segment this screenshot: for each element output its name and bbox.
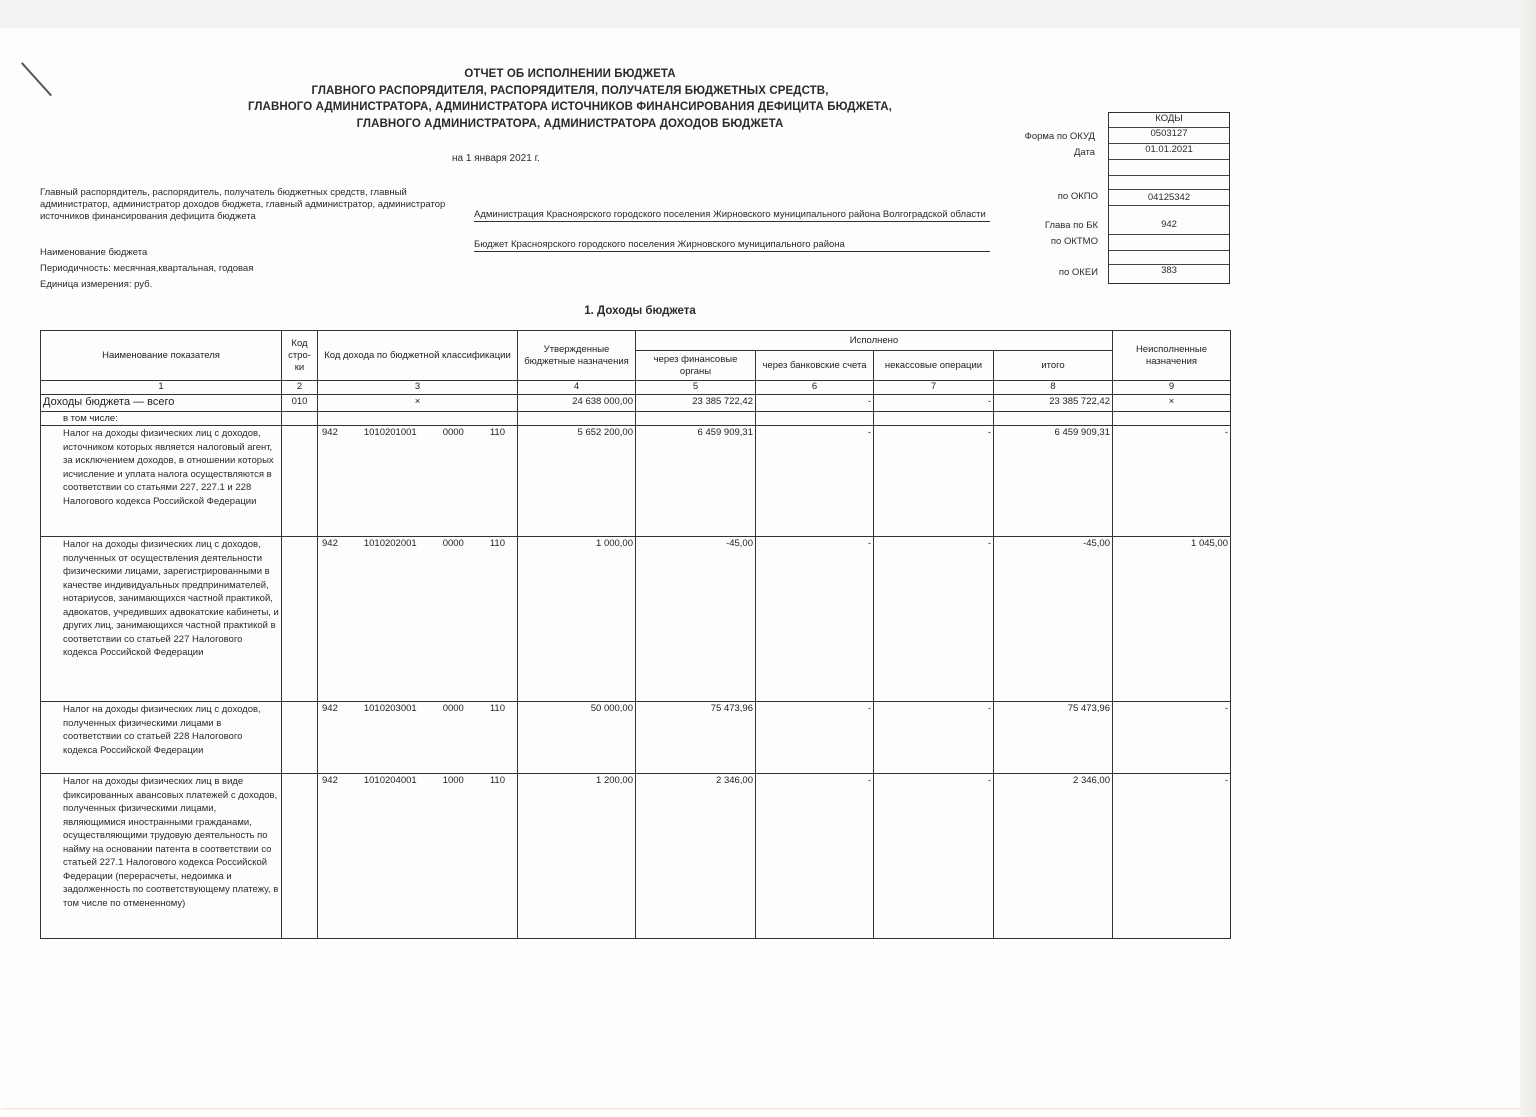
row-via-bank: -	[756, 426, 874, 537]
empty-cell	[1113, 412, 1231, 426]
row-unexecuted: -	[1113, 702, 1231, 774]
code-admin: 942	[322, 775, 338, 786]
glava-label: Глава по БК	[1044, 220, 1098, 231]
code-admin: 942	[322, 427, 338, 438]
report-subtitle-3: ГЛАВНОГО АДМИНИСТРАТОРА, АДМИНИСТРАТОРА ДОХОДОВ БЮДЖЕТА	[356, 118, 784, 130]
oktmo-label: по ОКТМО	[1050, 236, 1098, 247]
organization-name: Администрация Красноярского городского поселения Жирновского муниципального района Волгоградской области	[474, 209, 990, 222]
code-admin: 942	[322, 538, 338, 549]
budget-name-label: Наименование бюджета	[40, 247, 148, 258]
empty-code-2	[1109, 176, 1229, 190]
table-row	[41, 774, 1231, 939]
row-noncash: -	[874, 537, 994, 702]
code-main: 1010202001	[363, 538, 417, 549]
okpo-label: по ОКПО	[1057, 191, 1098, 202]
row-noncash: -	[874, 774, 994, 939]
col-num: 3	[318, 381, 518, 395]
code-type: 110	[489, 427, 505, 438]
header-unexecuted: Неисполненные назначения	[1113, 331, 1231, 381]
empty-cell	[318, 412, 518, 426]
okud-value: 0503127	[1109, 128, 1229, 144]
code-sub: 0000	[442, 538, 464, 549]
code-main: 1010203001	[363, 703, 417, 714]
total-via-fin: 23 385 722,42	[636, 395, 756, 412]
header-total: итого	[994, 351, 1113, 381]
col-num: 6	[756, 381, 874, 395]
header-executed: Исполнено	[636, 331, 1113, 351]
row-code	[318, 426, 518, 537]
scan-top-edge	[0, 0, 1536, 30]
row-noncash: -	[874, 426, 994, 537]
col-num: 9	[1113, 381, 1231, 395]
report-subtitle-1: ГЛАВНОГО РАСПОРЯДИТЕЛЯ, РАСПОРЯДИТЕЛЯ, ПОЛУЧАТЕЛЯ БЮДЖЕТНЫХ СРЕДСТВ,	[311, 85, 829, 97]
col-num: 7	[874, 381, 994, 395]
row-total: -45,00	[994, 537, 1113, 702]
empty-cell	[756, 412, 874, 426]
code-main: 1010204001	[363, 775, 417, 786]
scan-right-edge	[1520, 0, 1536, 1117]
empty-cell	[994, 412, 1113, 426]
row-via-fin: -45,00	[636, 537, 756, 702]
row-code	[318, 774, 518, 939]
total-noncash: -	[874, 395, 994, 412]
incl-row	[41, 412, 1231, 426]
periodicity-label: Периодичность: месячная,квартальная, годовая	[40, 263, 254, 274]
row-code	[318, 537, 518, 702]
row-via-fin: 2 346,00	[636, 774, 756, 939]
total-line: 010	[282, 395, 318, 412]
column-numbers-row	[41, 381, 1231, 395]
total-row	[41, 395, 1231, 412]
header-income-code: Код дохода по бюджетной классификации	[318, 331, 518, 381]
header-name: Наименование показателя	[41, 331, 282, 381]
empty-cell	[282, 412, 318, 426]
total-via-bank: -	[756, 395, 874, 412]
total-total: 23 385 722,42	[994, 395, 1113, 412]
col-num: 4	[518, 381, 636, 395]
codes-header: КОДЫ	[1109, 113, 1229, 128]
oktmo-value	[1109, 235, 1229, 251]
total-unexecuted: ×	[1113, 395, 1231, 412]
header-line-code: Код стро-ки	[282, 331, 318, 381]
row-line	[282, 702, 318, 774]
date-value: 01.01.2021	[1109, 144, 1229, 160]
table-row	[41, 426, 1231, 537]
total-approved: 24 638 000,00	[518, 395, 636, 412]
header-approved: Утвержденные бюджетные назначения	[518, 331, 636, 381]
col-num: 5	[636, 381, 756, 395]
okei-value: 383	[1161, 265, 1177, 276]
code-main: 1010201001	[363, 427, 417, 438]
header-noncash: некассовые операции	[874, 351, 994, 381]
row-name: Налог на доходы физических лиц с доходов, полученных от осуществления деятельности физическими лицами, зарегистрированными в качестве индивидуальных предпринимателей, нотариусов, занимающихся частной практикой, адвокатов, учредивших адвокатские кабинеты, и других лиц, занимающихся частной практикой в соответствии со статьей 227 Налогового кодекса Российской Федерации	[41, 537, 282, 702]
code-type: 110	[489, 538, 505, 549]
row-total: 75 473,96	[994, 702, 1113, 774]
holder-label: Главный распорядитель, распорядитель, получатель бюджетных средств, главный администратор, администратор доходов бюджета, главный администратор, администратор источников финансирования дефицита бюджета	[40, 187, 446, 222]
report-title: ОТЧЕТ ОБ ИСПОЛНЕНИИ БЮДЖЕТА	[464, 68, 676, 80]
codes-box	[1108, 112, 1230, 284]
unit-label: Единица измерения: руб.	[40, 279, 153, 290]
col-num: 8	[994, 381, 1113, 395]
row-via-bank: -	[756, 702, 874, 774]
code-sub: 1000	[442, 775, 464, 786]
row-total: 6 459 909,31	[994, 426, 1113, 537]
header-via-fin: через финансовые органы	[636, 351, 756, 381]
row-name: Налог на доходы физических лиц в виде фиксированных авансовых платежей с доходов, полученных физическими лицами, являющимися иностранными гражданами, осуществляющими трудовую деятельность по найму на основании патента в соответствии со статьей 227.1 Налогового кодекса Российской Федерации (перерасчеты, недоимка и задолженность по соответствующему платежу, в том числе по отмененному)	[41, 774, 282, 939]
row-line	[282, 426, 318, 537]
table-row	[41, 702, 1231, 774]
row-unexecuted: -	[1113, 774, 1231, 939]
row-approved: 1 000,00	[518, 537, 636, 702]
col-num: 1	[41, 381, 282, 395]
empty-code-3	[1109, 251, 1229, 265]
glava-value: 942	[1109, 206, 1229, 235]
empty-cell	[636, 412, 756, 426]
code-sub: 0000	[442, 427, 464, 438]
empty-cell	[518, 412, 636, 426]
header-via-bank: через банковские счета	[756, 351, 874, 381]
row-noncash: -	[874, 702, 994, 774]
section-title: 1. Доходы бюджета	[584, 305, 696, 317]
okpo-value: 04125342	[1109, 190, 1229, 206]
okei-label: по ОКЕИ	[1058, 267, 1098, 278]
row-total: 2 346,00	[994, 774, 1113, 939]
okud-label: Форма по ОКУД	[1024, 131, 1095, 142]
row-name: Налог на доходы физических лиц с доходов, источником которых является налоговый агент, за исключением доходов, в отношении которых исчисление и уплата налога осуществляются в соответствии со статьями 227, 227.1 и 228 Налогового кодекса Российской Федерации	[41, 426, 282, 537]
row-line	[282, 774, 318, 939]
empty-code-1	[1109, 160, 1229, 176]
code-type: 110	[489, 703, 505, 714]
budget-name: Бюджет Красноярского городского поселения Жирновского муниципального района	[474, 239, 990, 252]
col-num: 2	[282, 381, 318, 395]
row-approved: 50 000,00	[518, 702, 636, 774]
table-row	[41, 537, 1231, 702]
code-sub: 0000	[442, 703, 464, 714]
date-label: Дата	[1073, 147, 1095, 158]
row-via-fin: 6 459 909,31	[636, 426, 756, 537]
row-approved: 1 200,00	[518, 774, 636, 939]
income-table	[40, 330, 1231, 939]
report-date: на 1 января 2021 г.	[452, 153, 540, 164]
row-via-bank: -	[756, 774, 874, 939]
row-line	[282, 537, 318, 702]
code-type: 110	[489, 775, 505, 786]
empty-cell	[874, 412, 994, 426]
incl-label: в том числе:	[41, 412, 282, 426]
row-via-bank: -	[756, 537, 874, 702]
total-code: ×	[318, 395, 518, 412]
row-unexecuted: 1 045,00	[1113, 537, 1231, 702]
row-code	[318, 702, 518, 774]
total-name: Доходы бюджета — всего	[41, 395, 282, 412]
row-name: Налог на доходы физических лиц с доходов, полученных физическими лицами в соответствии со статьей 228 Налогового кодекса Российской Федерации	[41, 702, 282, 774]
row-unexecuted: -	[1113, 426, 1231, 537]
row-approved: 5 652 200,00	[518, 426, 636, 537]
row-via-fin: 75 473,96	[636, 702, 756, 774]
code-admin: 942	[322, 703, 338, 714]
report-subtitle-2: ГЛАВНОГО АДМИНИСТРАТОРА, АДМИНИСТРАТОРА ИСТОЧНИКОВ ФИНАНСИРОВАНИЯ ДЕФИЦИТА БЮДЖЕТА,	[248, 101, 892, 113]
